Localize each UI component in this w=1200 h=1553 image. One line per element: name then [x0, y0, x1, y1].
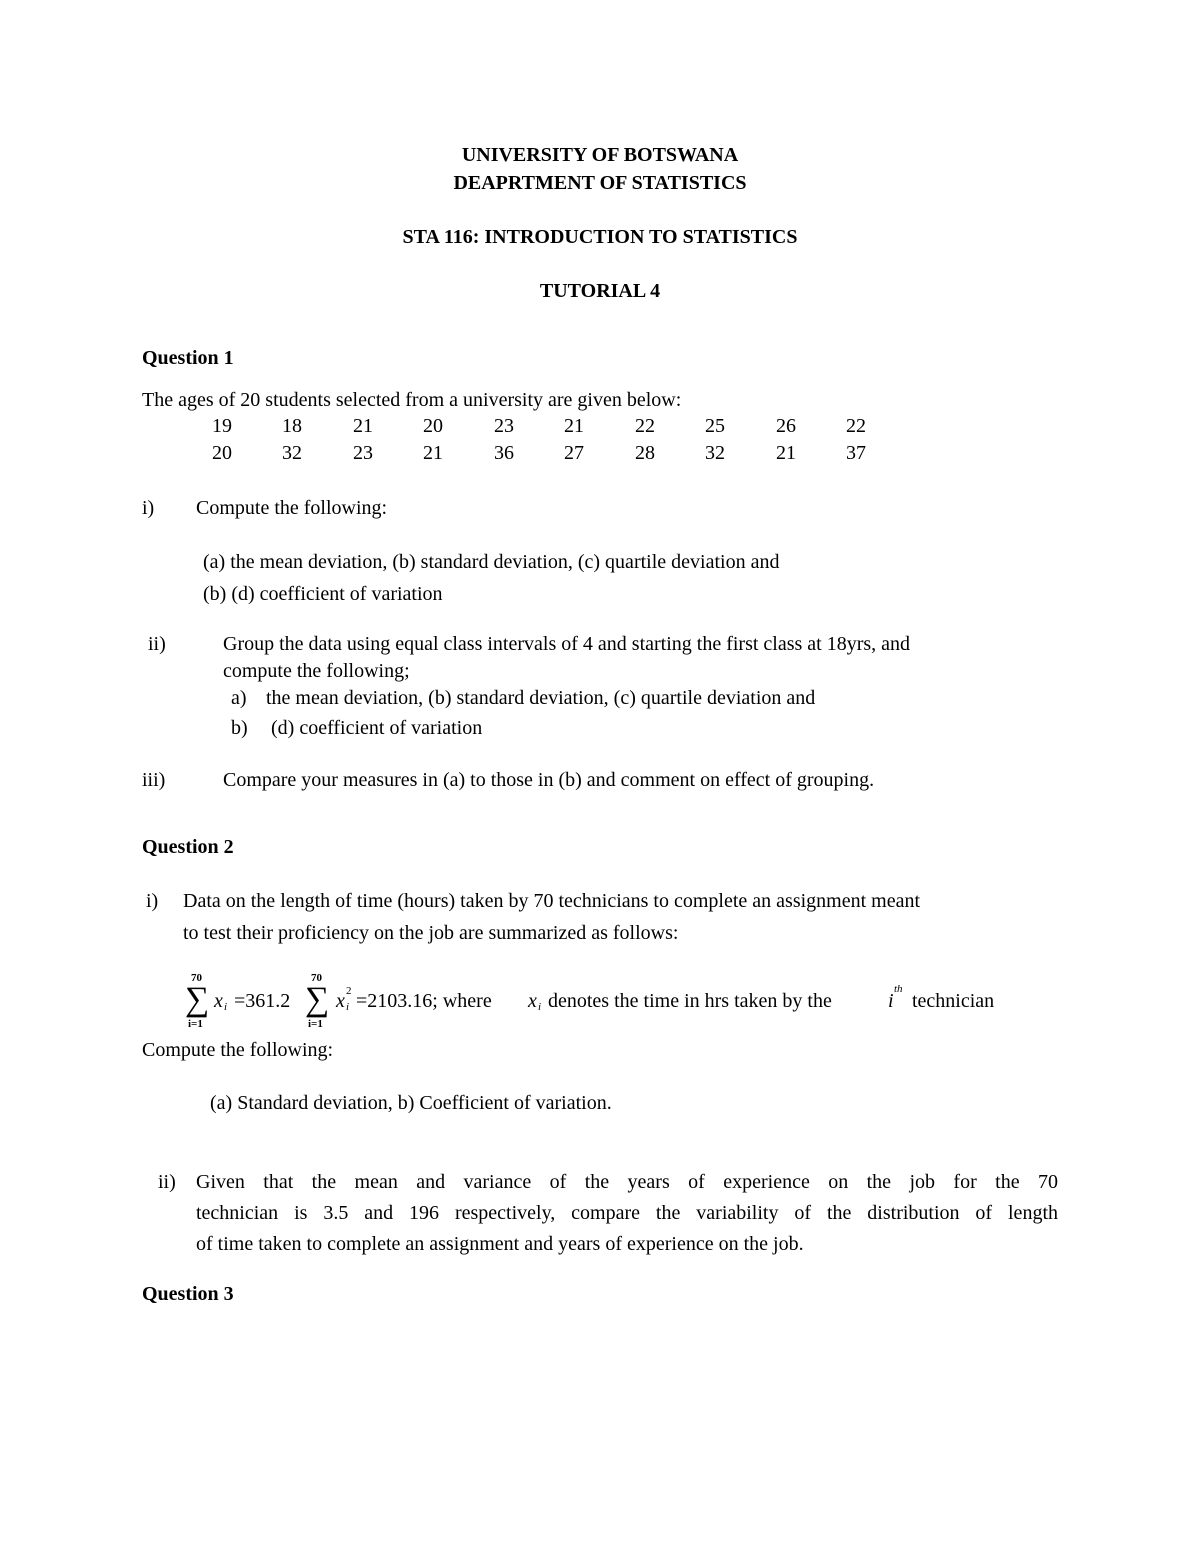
q1-part-i-marker: i): [142, 497, 155, 519]
sum-2-upper-limit: 70: [311, 972, 322, 984]
sum-1-variable: x: [214, 990, 223, 1012]
tutorial-title: TUTORIAL 4: [539, 280, 661, 302]
sum-1-result: =361.2: [234, 990, 291, 1012]
question-3-title: Question 3: [142, 1283, 234, 1305]
q1-part-ii-text-2: compute the following;: [223, 660, 410, 682]
q2-part-i-text-2: to test their proficiency on the job are summarized as follows:: [183, 922, 679, 944]
age-cell: 21: [776, 442, 796, 464]
q2-part-ii-text-2: technician is 3.5 and 196 respectively, compare the variability of the distribution of length: [196, 1202, 1058, 1224]
formula-end: technician: [912, 990, 995, 1012]
age-cell: 36: [494, 442, 514, 464]
age-cell: 22: [846, 415, 866, 437]
sigma-icon: ∑: [185, 981, 210, 1018]
sum-2-variable: x: [336, 990, 345, 1012]
sum-1-upper-limit: 70: [191, 972, 202, 984]
sum-2-superscript: 2: [346, 985, 352, 997]
q2-part-a-line: (a) Standard deviation, b) Coefficient of variation.: [210, 1092, 612, 1114]
age-cell: 23: [353, 442, 373, 464]
sum-1-subscript: i: [224, 1001, 228, 1013]
q1-part-ii-marker: ii): [148, 633, 166, 655]
sum-2-lower-limit: i=1: [308, 1018, 323, 1030]
sum-1-lower-limit: i=1: [188, 1018, 203, 1030]
q1-part-ii-a-marker: a): [231, 687, 247, 709]
q2-part-ii-marker: ii): [158, 1171, 176, 1193]
age-cell: 32: [705, 442, 725, 464]
course-title: STA 116: INTRODUCTION TO STATISTICS: [402, 226, 798, 248]
question-1-title: Question 1: [142, 347, 234, 369]
q2-part-i-text-1: Data on the length of time (hours) taken by 70 technicians to complete an assignment meant: [183, 890, 921, 912]
university-name: UNIVERSITY OF BOTSWANA: [461, 144, 739, 166]
age-cell: 28: [635, 442, 655, 464]
q2-compute-label: Compute the following:: [142, 1039, 334, 1061]
q1-part-ii-text-1: Group the data using equal class intervals of 4 and starting the first class at 18yrs, and: [223, 633, 911, 655]
age-cell: 20: [423, 415, 443, 437]
age-cell: 18: [282, 415, 302, 437]
q1-part-ii-b-marker: b): [231, 717, 248, 739]
q1-part-i-line-2: (b) (d) coefficient of variation: [203, 583, 443, 605]
question-2-title: Question 2: [142, 836, 234, 858]
ith-superscript: th: [894, 983, 903, 995]
age-cell: 21: [423, 442, 443, 464]
age-cell: 37: [846, 442, 866, 464]
age-cell: 22: [635, 415, 655, 437]
department-name: DEAPRTMENT OF STATISTICS: [453, 172, 747, 194]
age-cell: 21: [353, 415, 373, 437]
ith-index: i: [888, 990, 894, 1012]
sum-2-subscript: i: [346, 1001, 350, 1013]
age-cell: 20: [212, 442, 232, 464]
q2-part-ii-text-3: of time taken to complete an assignment and years of experience on the job.: [196, 1233, 804, 1255]
age-cell: 25: [705, 415, 725, 437]
age-cell: 21: [564, 415, 584, 437]
age-cell: 23: [494, 415, 514, 437]
age-cell: 26: [776, 415, 796, 437]
formula-description: denotes the time in hrs taken by the: [548, 990, 832, 1012]
q1-intro: The ages of 20 students selected from a university are given below:: [142, 389, 682, 411]
age-cell: 32: [282, 442, 302, 464]
age-cell: 27: [564, 442, 584, 464]
q1-part-iii-marker: iii): [142, 769, 166, 791]
q2-part-i-marker: i): [146, 890, 159, 912]
sigma-icon: ∑: [305, 981, 330, 1018]
sum-2-result: =2103.16; where: [356, 990, 492, 1012]
q1-part-iii-text: Compare your measures in (a) to those in (b) and comment on effect of grouping.: [223, 769, 875, 791]
x-i-variable: x: [528, 990, 537, 1012]
age-cell: 19: [212, 415, 232, 437]
q1-part-ii-a-text: the mean deviation, (b) standard deviation, (c) quartile deviation and: [266, 687, 816, 709]
x-i-subscript: i: [538, 1001, 542, 1013]
q1-part-ii-b-text: (d) coefficient of variation: [271, 717, 483, 739]
q1-part-i-line-1: (a) the mean deviation, (b) standard deviation, (c) quartile deviation and: [203, 551, 780, 573]
q1-part-i-text: Compute the following:: [196, 497, 388, 519]
q2-part-ii-text-1: Given that the mean and variance of the years of experience on the job for the 70: [196, 1171, 1058, 1193]
